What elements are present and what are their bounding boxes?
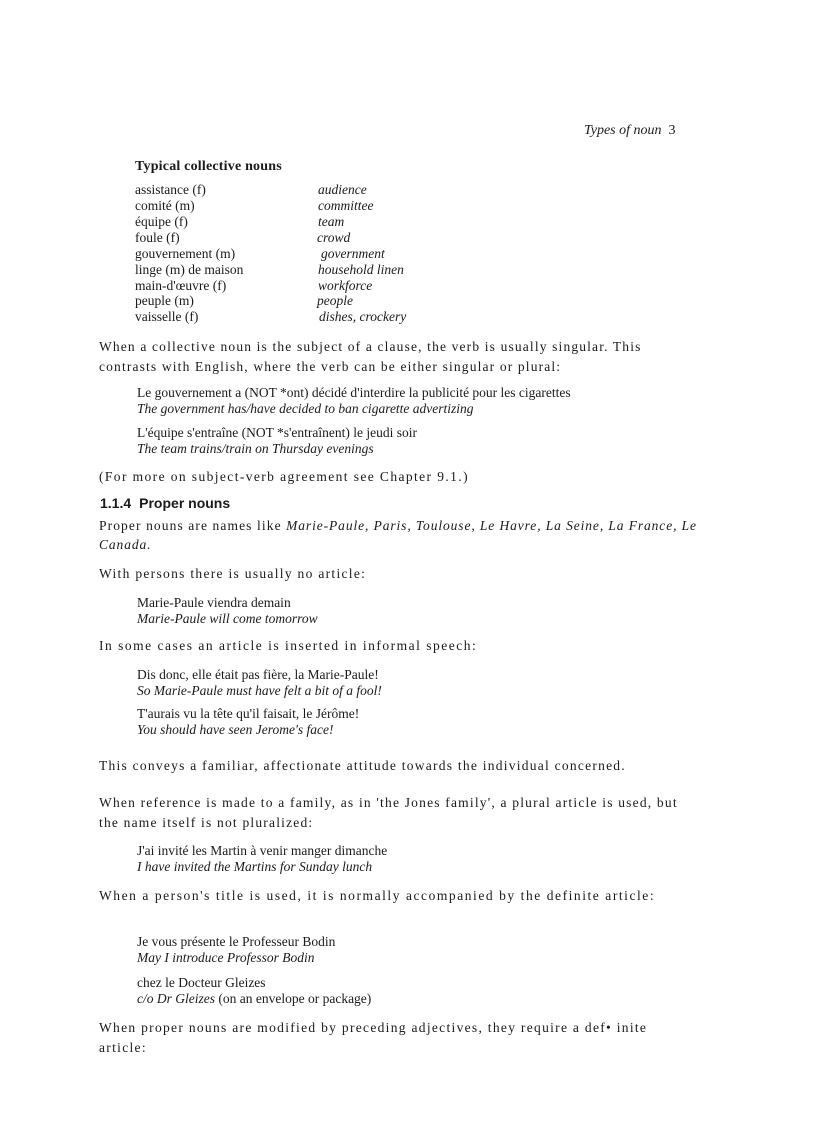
- table-row-fr: assistance (f): [135, 182, 206, 197]
- running-header: [584, 123, 676, 139]
- table-row-fr: comité (m): [135, 198, 195, 213]
- table-row-en: government: [321, 246, 385, 261]
- example-french: Le gouvernement a (NOT *ont) décidé d'interdire la publicité pour les cigarettes: [137, 385, 571, 400]
- example-note: (on an envelope or package): [215, 991, 372, 1006]
- example-english: May I introduce Professor Bodin: [137, 950, 315, 965]
- example-french: L'équipe s'entraîne (NOT *s'entraînent) le jeudi soir: [137, 425, 417, 440]
- table-row-en: team: [318, 214, 345, 229]
- example-english: I have invited the Martins for Sunday lunch: [137, 859, 373, 874]
- example-block: [137, 975, 371, 1007]
- paragraph-lead: Proper nouns are names like: [99, 518, 287, 533]
- paragraph-family-reference: When reference is made to a family, as in 'the Jones family', a plural article is used, but the name itself is not pluralized:: [99, 795, 678, 830]
- example-english: The team trains/train on Thursday evenings: [137, 441, 374, 456]
- example-french: Marie-Paule viendra demain: [137, 595, 291, 610]
- example-english: You should have seen Jerome's face!: [137, 722, 334, 737]
- example-block: [137, 706, 359, 738]
- table-row-fr: linge (m) de maison: [135, 262, 244, 277]
- table-row-fr: peuple (m): [135, 293, 194, 308]
- paragraph-preceding-adjectives: When proper nouns are modified by preceding adjectives, they require a def• inite article:: [99, 1020, 648, 1055]
- section-title: Proper nouns: [139, 495, 231, 511]
- section-heading: [100, 495, 230, 511]
- example-french: J'ai invité les Martin à venir manger dimanche: [137, 843, 388, 858]
- example-english: The government has/have decided to ban cigarette advertizing: [137, 401, 474, 416]
- table-row-fr: vaisselle (f): [135, 309, 199, 324]
- table-row-en: crowd: [317, 230, 351, 245]
- paragraph-informal-speech: In some cases an article is inserted in informal speech:: [99, 638, 478, 653]
- table-row-fr: gouvernement (m): [135, 246, 236, 261]
- example-english: c/o Dr Gleizes: [137, 991, 215, 1006]
- collective-nouns-title: Typical collective nouns: [135, 159, 282, 174]
- table-row-en: committee: [318, 198, 374, 213]
- page-number: 3: [668, 123, 676, 138]
- paragraph-no-article: With persons there is usually no article:: [99, 566, 367, 581]
- table-row-fr: équipe (f): [135, 214, 188, 229]
- table-row-en: dishes, crockery: [319, 309, 407, 324]
- example-english-line: [137, 991, 371, 1007]
- example-french: Dis donc, elle était pas fière, la Marie-Paule!: [137, 667, 379, 682]
- example-block: [137, 595, 318, 627]
- example-french: chez le Docteur Gleizes: [137, 975, 266, 990]
- table-row-en: people: [317, 293, 353, 308]
- example-english: So Marie-Paule must have felt a bit of a fool!: [137, 683, 382, 698]
- paragraph-proper-nouns: [99, 516, 699, 554]
- table-row-en: household linen: [318, 262, 404, 277]
- example-block: [137, 385, 571, 417]
- example-block: [137, 425, 417, 457]
- example-block: [137, 934, 335, 966]
- table-row-fr: foule (f): [135, 230, 180, 245]
- paragraph-cross-reference: (For more on subject-verb agreement see Chapter 9.1.): [99, 469, 469, 484]
- example-french: T'aurais vu la tête qu'il faisait, le Jérôme!: [137, 706, 360, 721]
- paragraph-person-title: When a person's title is used, it is normally accompanied by the definite article:: [99, 888, 656, 903]
- example-block: [137, 667, 382, 699]
- example-english: Marie-Paule will come tomorrow: [137, 611, 318, 626]
- paragraph-familiar-attitude: This conveys a familiar, affectionate attitude towards the individual concerned.: [99, 758, 626, 773]
- example-french: Je vous présente le Professeur Bodin: [137, 934, 336, 949]
- section-number: 1.1.4: [100, 495, 132, 511]
- running-title: Types of noun: [584, 123, 662, 138]
- table-row-fr: main-d'œuvre (f): [135, 278, 227, 293]
- table-row-en: audience: [318, 182, 367, 197]
- paragraph-collective-agreement: When a collective noun is the subject of a clause, the verb is usually singular. This contrasts with English, where the verb can be either singular or plural:: [99, 339, 642, 374]
- example-block: [137, 843, 387, 875]
- proper-noun-examples: Marie-Paule, Paris, Toulouse, Le Havre, La Seine, La France, Le Canada.: [99, 518, 697, 552]
- table-row-en: workforce: [318, 278, 373, 293]
